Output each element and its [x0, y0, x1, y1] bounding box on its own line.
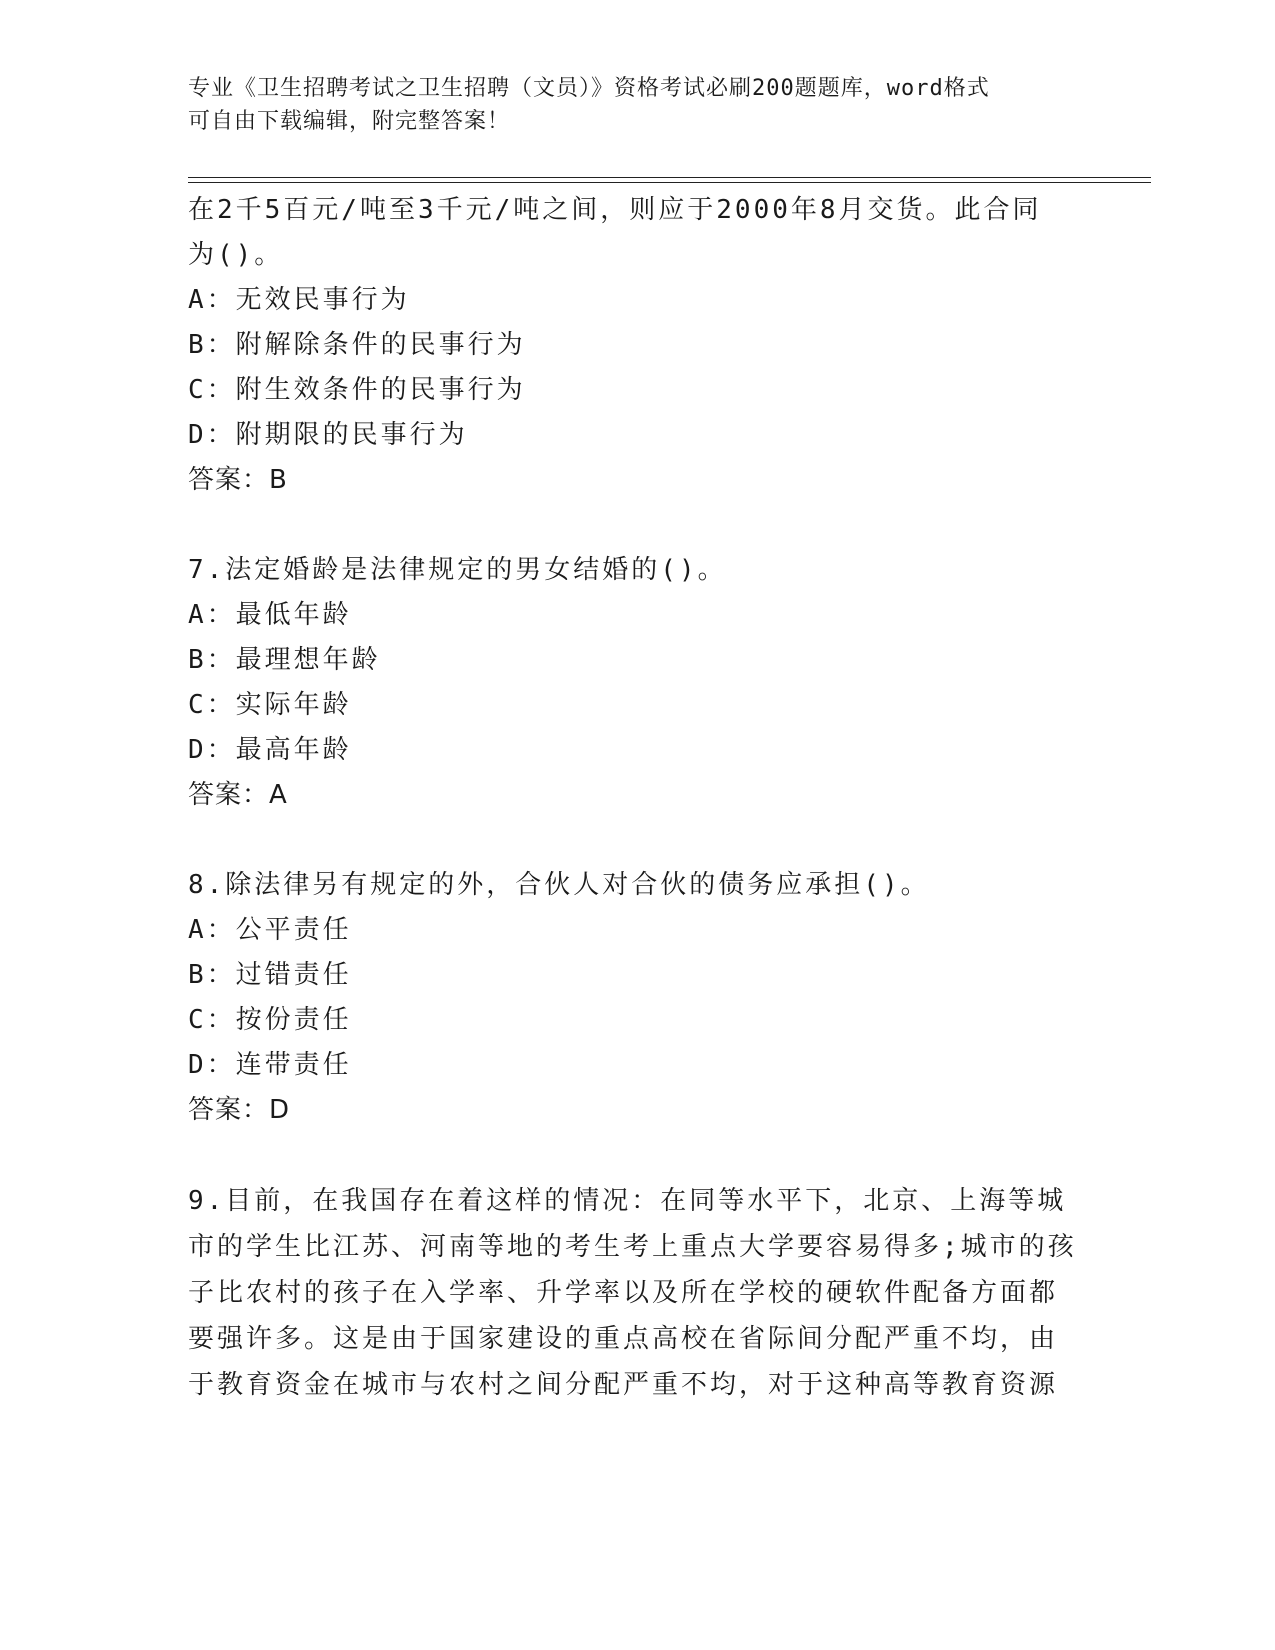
- question-9-stem-line-4: 要强许多。这是由于国家建设的重点高校在省际间分配严重不均，由: [188, 1324, 1059, 1354]
- question-7-option-c: C：实际年龄: [188, 690, 352, 720]
- question-8-block: [188, 863, 1088, 1133]
- question-9-stem-line-3: 子比农村的孩子在入学率、升学率以及所在学校的硬软件配备方面都: [188, 1278, 1059, 1308]
- header-title-line-2: 可自由下载编辑，附完整答案！: [188, 109, 511, 134]
- question-6-option-b: B：附解除条件的民事行为: [188, 330, 526, 360]
- document-header: [188, 72, 1068, 138]
- question-8-option-b: B：过错责任: [188, 960, 352, 990]
- question-9-stem-line-5: 于教育资金在城市与农村之间分配严重不均，对于这种高等教育资源: [188, 1370, 1059, 1400]
- question-spacer: [188, 503, 1088, 548]
- document-body: [188, 188, 1088, 1408]
- question-6-option-d: D：附期限的民事行为: [188, 420, 468, 450]
- question-6-stem-line-1: 在2千5百元/吨至3千元/吨之间，则应于2000年8月交货。此合同: [188, 195, 1042, 225]
- question-7-answer: 答案：A: [188, 780, 288, 810]
- question-6-option-c: C：附生效条件的民事行为: [188, 375, 526, 405]
- header-divider-bottom: [188, 182, 1151, 183]
- question-8-option-d: D：连带责任: [188, 1050, 352, 1080]
- question-7-stem: 7.法定婚龄是法律规定的男女结婚的()。: [188, 555, 727, 585]
- question-6-stem-line-2: 为()。: [188, 240, 284, 270]
- question-7-block: [188, 548, 1088, 818]
- question-7-option-a: A：最低年龄: [188, 600, 352, 630]
- question-8-stem: 8.除法律另有规定的外，合伙人对合伙的债务应承担()。: [188, 870, 930, 900]
- question-9-stem-line-1: 9.目前，在我国存在着这样的情况：在同等水平下，北京、上海等城: [188, 1186, 1067, 1216]
- question-7-option-b: B：最理想年龄: [188, 645, 381, 675]
- question-9-block: [188, 1178, 1088, 1408]
- question-7-option-d: D：最高年龄: [188, 735, 352, 765]
- question-spacer: [188, 1133, 1088, 1178]
- question-9-stem-line-2: 市的学生比江苏、河南等地的考生考上重点大学要容易得多;城市的孩: [188, 1232, 1077, 1262]
- question-8-option-a: A：公平责任: [188, 915, 352, 945]
- header-divider-top: [188, 177, 1151, 178]
- question-8-answer: 答案：D: [188, 1095, 291, 1125]
- question-6-block: [188, 188, 1088, 503]
- question-6-option-a: A：无效民事行为: [188, 285, 410, 315]
- question-spacer: [188, 818, 1088, 863]
- question-6-answer: 答案：B: [188, 465, 288, 495]
- question-8-option-c: C：按份责任: [188, 1005, 352, 1035]
- header-title-line-1: 专业《卫生招聘考试之卫生招聘（文员）》资格考试必刷200题题库，word格式: [188, 76, 990, 101]
